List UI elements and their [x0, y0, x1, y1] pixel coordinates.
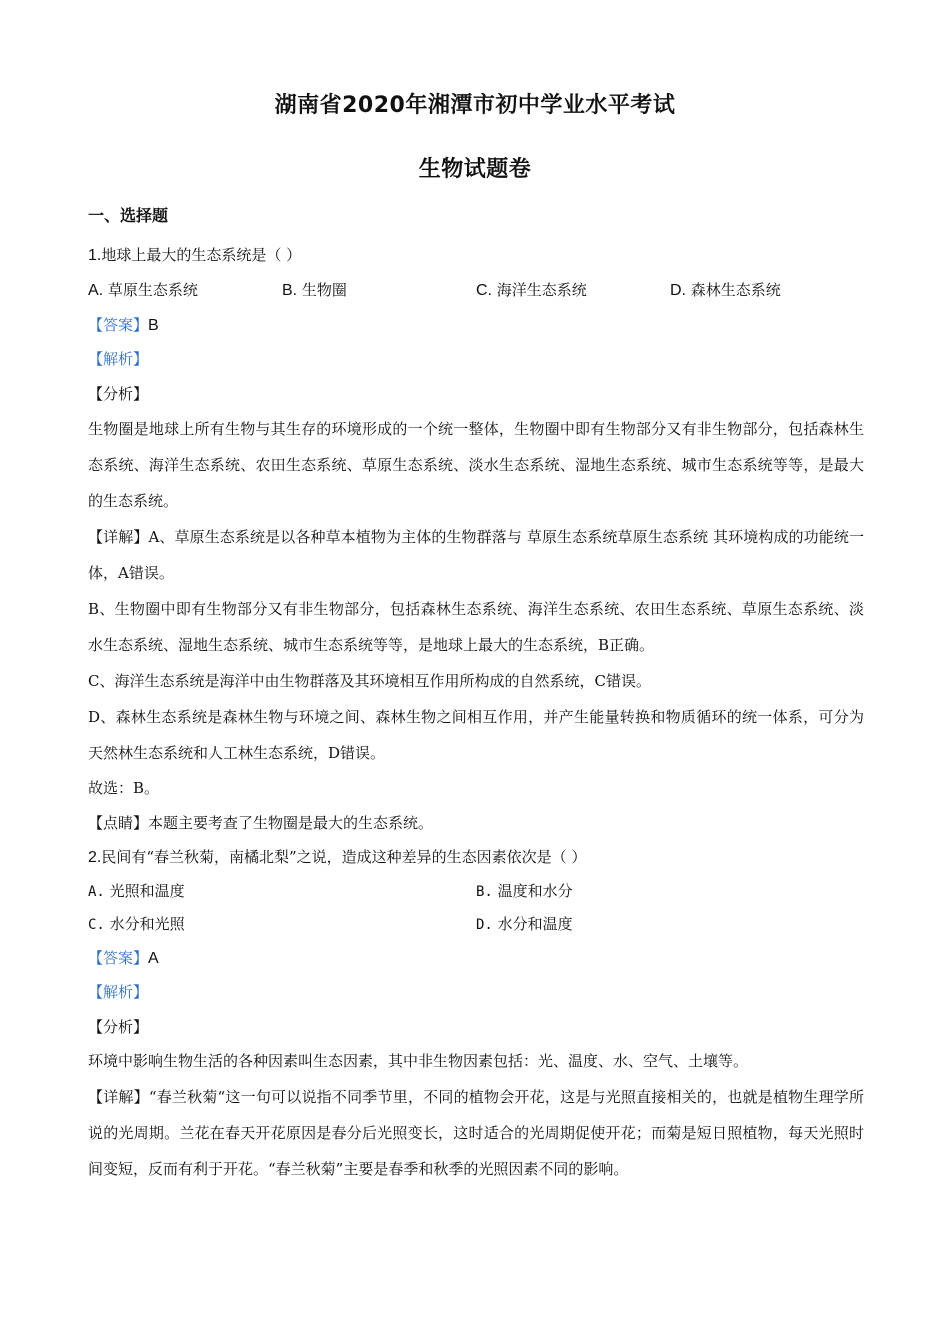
question-text: 民间有“春兰秋菊，南橘北梨”之说，造成这种差异的生态因素依次是（ ） [101, 848, 587, 866]
question-2-stem [88, 840, 864, 875]
exam-title: 湖南省2020年湘潭市初中学业水平考试 [274, 93, 676, 118]
section-heading: 一、选择题 [88, 206, 169, 225]
question-2-options-row-2 [88, 908, 864, 941]
answer-line [88, 941, 864, 976]
answer-value: A [148, 949, 159, 967]
fenxi-paragraph: 生物圈是地球上所有生物与其生存的环境形成的一个统一整体，生物圈中即有生物部分又有非生物部分，包括森林生态系统、海洋生态系统、农田生态系统、草原生态系统、淡水生态系统、湿地生态系统、城市生态系统等等，是最大的生态系统。 [88, 420, 864, 510]
option-c: C. 海洋生态系统 [476, 280, 587, 299]
option-d: D. 森林生态系统 [670, 280, 781, 299]
answer-line [88, 308, 864, 343]
answer-tag: 【答案】 [88, 315, 149, 334]
option-b: B. 温度和水分 [476, 881, 573, 900]
fenxi-tag: 【分析】 [88, 384, 149, 403]
xiangjie-a: 【详解】A、草原生态系统是以各种草本植物为主体的生物群落与 草原生态系统草原生态系统 其环境构成的功能统一体，A错误。 [88, 528, 864, 582]
xiangjie-d: D、森林生态系统是森林生物与环境之间、森林生物之间相互作用，并产生能量转换和物质循环的统一体系，可分为天然林生态系统和人工林生态系统，D错误。 [88, 708, 864, 762]
fenxi-tag: 【分析】 [88, 1017, 149, 1036]
question-text: 地球上最大的生态系统是（ ） [101, 246, 302, 264]
xiangjie-paragraph: 【详解】“春兰秋菊“这一句可以说指不同季节里，不同的植物会开花，这是与光照直接相关的，也就是植物生理学所说的光周期。兰花在春天开花原因是春分后光照变长，这时适合的光周期促使开花；而菊是短日照植物，每天光照时间变短，反而有利于开花。“春兰秋菊”主要是春季和秋季的光照因素不同的影响。 [88, 1087, 864, 1178]
question-number: 2. [88, 849, 102, 866]
option-d: D. 水分和温度 [476, 914, 573, 933]
question-2-options-row-1 [88, 875, 864, 908]
question-1-stem [88, 238, 864, 273]
option-c: C. 水分和光照 [88, 914, 185, 933]
choice-line: 故选：B。 [88, 779, 160, 797]
dianjing-tag: 【点睛】 [88, 813, 149, 832]
dianjing-line: 【点睛】本题主要考查了生物圈是最大的生态系统。 [88, 813, 434, 832]
question-number: 1. [88, 247, 102, 264]
option-a: A. 草原生态系统 [88, 280, 198, 299]
answer-tag: 【答案】 [88, 948, 149, 967]
xiangjie-tag: 【详解】 [88, 528, 149, 546]
exam-content [88, 204, 864, 1187]
question-1-options [88, 273, 864, 308]
exam-subtitle: 生物试题卷 [418, 157, 532, 182]
answer-value: B [148, 316, 159, 334]
xiangjie-b: B、生物圈中即有生物部分又有非生物部分，包括森林生态系统、海洋生态系统、农田生态系统、草原生态系统、淡水生态系统、湿地生态系统、城市生态系统等等，是地球上最大的生态系统，B正确。 [88, 600, 864, 654]
xiangjie-tag: 【详解】 [88, 1087, 149, 1106]
option-a: A. 光照和温度 [88, 881, 185, 900]
analysis-tag: 【解析】 [88, 350, 149, 368]
xiangjie-c: C、海洋生态系统是海洋中由生物群落及其环境相互作用所构成的自然系统，C错误。 [88, 672, 651, 690]
fenxi-paragraph: 环境中影响生物生活的各种因素叫生态因素，其中非生物因素包括：光、温度、水、空气、土壤等。 [88, 1052, 749, 1070]
analysis-tag: 【解析】 [88, 983, 149, 1001]
option-b: B. 生物圈 [282, 280, 347, 299]
